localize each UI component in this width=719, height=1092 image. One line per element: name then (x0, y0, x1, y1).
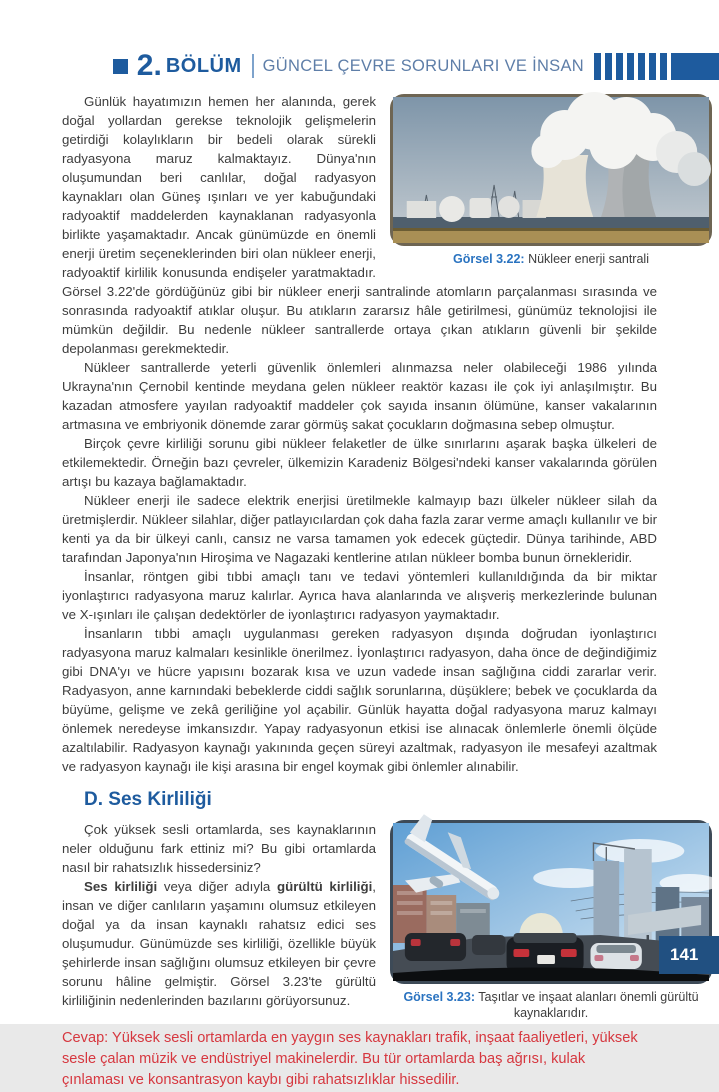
noise-mid-text: veya diğer adıyla (157, 879, 277, 895)
chapter-label: BÖLÜM (165, 54, 242, 77)
figure-traffic-noise (390, 820, 712, 1022)
paragraph-medical-radiation: İnsanlar, röntgen gibi tıbbi amaçlı tanı ve tedavi yöntemleri kullanıldığında da bir miktar iyonlaştırıcı radyasyona maruz kalırlar. Ayrıca hava alanlarında ve alışveriş merkezlerinde bulunan ve X-ışınları ile çalışan dedektörler de iyonlaştırıcı radyasyon yaymaktadır. (62, 569, 657, 622)
chapter-number: 2. (136, 49, 162, 82)
noise-term-1: Ses kirliliği (84, 879, 158, 895)
noise-rest-text: , insan ve diğer canlıların yaşamını olumsuz etkileyen doğal ya da insan kaynaklı rahatsız edici ses oluşumudur. Günümüzde ses kirliliği, özellikle büyük şehirlerde insan sağlığını olumsuz etkileyen bir çevre sorunu hâline gelmiştir. Görsel 3.23'te gürültü kirliliğinin nedenlerinden bazılarını görüyorsunuz. (62, 879, 376, 1009)
figure2-caption (390, 989, 712, 1022)
chapter-title: GÜNCEL ÇEVRE SORUNLARI VE İNSAN (262, 56, 584, 75)
figure-nuclear-plant (390, 94, 712, 267)
page-number-badge: 141 (659, 936, 719, 974)
header-bars-decoration (594, 53, 719, 80)
paragraph-borders: Birçok çevre kirliliği sorunu gibi nükleer felaketler de ülke sınırlarını aşarak başka ülkeleri de etkilemektedir. Örneğin bazı çevreler, ülkemizin Karadeniz Bölgesi'ndeki kanser vakalarında görülen artışı bu kazaya bağlamaktadır. (62, 436, 657, 489)
figure2-label: Görsel 3.23: (403, 990, 476, 1005)
figure2-caption-text: Taşıtlar ve inşaat alanları önemli gürültü kaynaklarıdır. (475, 990, 699, 1021)
decorative-bar (616, 53, 623, 80)
nuclear-plant-image (390, 94, 712, 246)
decorative-bar (627, 53, 634, 80)
figure1-label: Görsel 3.22: (453, 252, 525, 266)
section-heading-noise-pollution: D. Ses Kirliliği (84, 789, 212, 810)
figure1-caption-text: Nükleer enerji santrali (524, 252, 649, 266)
paragraph-radiation-intro: Günlük hayatımızın hemen her alanında, gerek doğal yollardan gerekse teknolojik gelişmelerin getirdiği kolaylıkların bir bedeli olarak sürekli radyasyona maruz kalmaktayız. Dünya'nın oluşumundan beri canlılar, doğal radyasyon kaynakları olan Güneş ışınları ve yer kabuğundaki radyoaktif maddelerden kaynaklanan radyasyonla birlikte yaşamaktadır. Ancak günümüzde en önemli enerji üretim seçeneklerinden biri olan nükleer enerji, radyoaktif kirlilik konusunda endişeler yaratmaktadır. Görsel 3.22'de gördüğünüz gibi bir nükleer enerji santralinde atomların parçalanması sırasında ve sonrasında radyoaktif atıklar oluşur. Bu atıkların zararsız hâle getirilmesi, günümüz teknolojisi ile mümkün değildir. Bu nedenle nükleer santrallerde ortaya çıkan atıkların güvenli bir şekilde depolanması gerekmektedir. (62, 94, 657, 356)
noise-term-2: gürültü kirliliği (276, 879, 373, 895)
header-square-decoration (113, 59, 128, 74)
decorative-bar (605, 53, 612, 80)
nuclear-plant-illustration (393, 97, 709, 243)
chapter-header (0, 46, 719, 86)
paragraph-ionizing-radiation: İnsanların tıbbi amaçlı uygulanması gereken radyasyon dışında doğrudan iyonlaştırıcı radyasyona maruz kalmaları kesinlikle önerilmez. İyonlaştırıcı radyasyon, daha önce de değindiğimiz gibi DNA'yı ve hücre yapısını bozarak kısa ve uzun vadede insan sağlığına ciddi zararlar verir. Radyasyon, anne karnındaki bebeklerde ciddi sağlık sorunlarına, düşüklere; bebek ve çocuklarda da büyüme, gelişme ve zekâ geriliğine yol açabilir. Günlük hayatta doğal radyasyona maruz kalmayı önlemek neredeyse imkansızdır. Yapay radyasyonun etkisi ise alınacak önlemlerle önemli ölçüde azaltılabilir. Radyasyon kaynağı yakınında geçen süreyi azaltmak, radyasyon ile mesafeyi azaltmak ve radyasyon kaynağı ile kişi arasına bir engel koymak gibi önlemler alınabilir. (62, 626, 657, 774)
decorative-bar (660, 53, 667, 80)
handwritten-answer-text: Cevap: Yüksek sesli ortamlarda en yaygın ses kaynakları trafik, inşaat faaliyetleri, yüksek sesle çalan müzik ve endüstriyel makinelerdir. Bu tür ortamlarda baş ağrısı, kulak çınlaması ve konsantrasyon kaybı gibi rahatsızlıklar hissedilir. (62, 1029, 638, 1089)
figure1-caption (390, 251, 712, 267)
decorative-bar (594, 53, 601, 80)
header-divider (252, 54, 254, 78)
paragraph-chernobyl: Nükleer santrallerde yeterli güvenlik önlemleri alınmazsa neler olabileceği 1986 yılında Ukrayna'nın Çernobil kentinde meydana gelen nükleer reaktör kazası ile çok iyi anlaşılmıştır. Bu kazadan atmosfere yayılan radyoaktif maddeler çok sayıda insanın ölümüne, kanser vakalarının artmasına ve embriyonik dönemde zarar görmüş sakat çocukların doğmasına sebep olmuştur. (62, 360, 657, 432)
decorative-block (671, 53, 719, 80)
decorative-bar (649, 53, 656, 80)
paragraph-nuclear-weapons: Nükleer enerji ile sadece elektrik enerjisi üretilmekle kalmayıp bazı ülkeler nükleer silah da üretmişlerdir. Nükleer silahlar, diğer patlayıcılardan çok daha fazla zarar verme amaçlı kullanılır ve bir kenti ya da bir ülkeyi canlı, cansız ne varsa tamamen yok edecek güçtedir. Dünya tarihinde, ABD tarafından Japonya'nın Hiroşima ve Nagazaki kentlerine atılan nükleer bomba bunun örnekleridir. (62, 493, 657, 565)
paragraph-noise-question: Çok yüksek sesli ortamlarda, ses kaynaklarının neler olduğunu fark ettiniz mi? Bu gibi ortamlarda nasıl bir rahatsızlık hissedersiniz? (62, 822, 376, 876)
decorative-bar (638, 53, 645, 80)
